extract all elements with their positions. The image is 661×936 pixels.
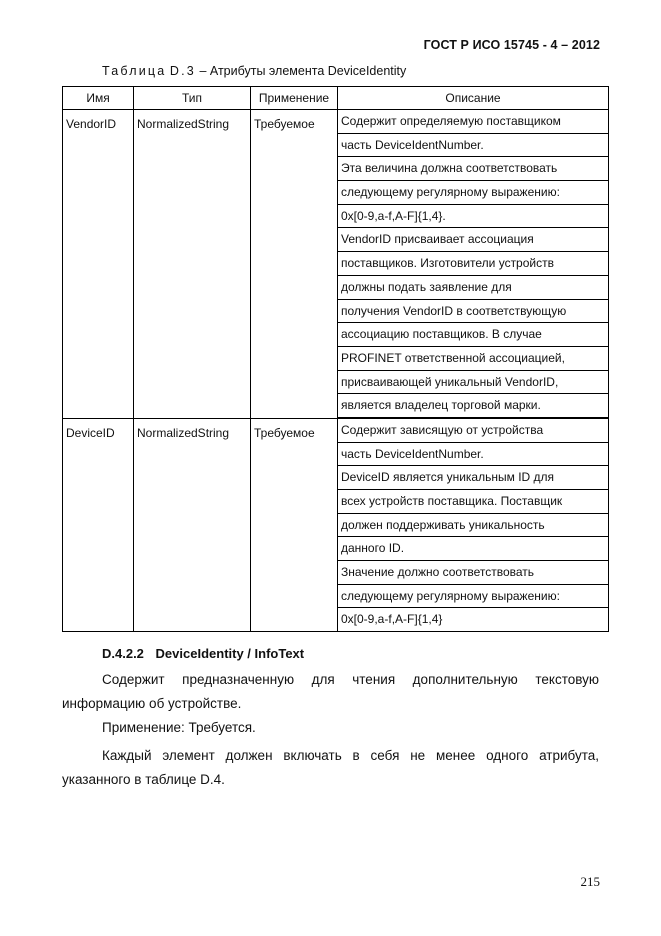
description-line: Эта величина должна соответствовать [338,157,608,181]
description-line: ассоциацию поставщиков. В случае [338,323,608,347]
table-caption-word: Таблица [102,64,167,78]
table-caption [102,64,406,78]
usage-cell: Требуемое [251,110,338,419]
description-line: должны подать заявление для [338,276,608,300]
description-line: Содержит зависящую от устройства [338,419,608,443]
table-caption-number: D.3 [169,64,196,78]
usage-cell: Требуемое [251,418,338,631]
name-cell: VendorID [63,110,134,419]
document-header: ГОСТ Р ИСО 15745 - 4 – 2012 [423,38,600,52]
table-header-row [63,87,609,110]
column-header-description: Описание [338,87,609,110]
type-cell: NormalizedString [134,418,251,631]
description-line: присваивающей уникальный VendorID, [338,371,608,395]
column-header-usage: Применение [251,87,338,110]
paragraph-attribute-requirement: Каждый элемент должен включать в себя не менее одного атрибута, указанного в таблице D.4. [62,748,599,787]
table-caption-dash: – [199,64,207,78]
table-row [63,418,609,631]
description-line: следующему регулярному выражению: [338,181,608,205]
paragraph-infotext-description: Содержит предназначенную для чтения дополнительную текстовую информацию об устройстве. [62,672,599,711]
column-header-type: Тип [134,87,251,110]
column-header-name: Имя [63,87,134,110]
description-line: часть DeviceIdentNumber. [338,134,608,158]
description-line: 0x[0-9,a-f,A-F]{1,4}. [338,205,608,229]
paragraph-usage: Применение: Требуется. [102,720,256,735]
table-row [63,110,609,419]
description-line: получения VendorID в соответствующую [338,300,608,324]
name-cell: DeviceID [63,418,134,631]
description-line: поставщиков. Изготовители устройств [338,252,608,276]
description-line: Значение должно соответствовать [338,561,608,585]
description-line: DeviceID является уникальным ID для [338,466,608,490]
description-line: VendorID присваивает ассоциация [338,228,608,252]
type-cell: NormalizedString [134,110,251,419]
section-number: D.4.2.2 [102,646,144,661]
section-title: DeviceIdentity / InfoText [155,646,305,661]
description-line: должен поддерживать уникальность [338,514,608,538]
description-line: Содержит определяемую поставщиком [338,110,608,134]
section-heading [102,646,304,661]
description-line: всех устройств поставщика. Поставщик [338,490,608,514]
description-line: следующему регулярному выражению: [338,585,608,609]
description-line: является владелец торговой марки. [338,394,608,418]
table-caption-title: Атрибуты элемента DeviceIdentity [209,64,407,78]
description-cell [338,418,609,631]
description-line: PROFINET ответственной ассоциацией, [338,347,608,371]
description-line: 0x[0-9,a-f,A-F]{1,4} [341,612,443,627]
description-line: данного ID. [338,537,608,561]
description-line: часть DeviceIdentNumber. [338,443,608,467]
page-number: 215 [580,874,600,889]
attributes-table [62,86,609,632]
description-cell [338,110,609,419]
